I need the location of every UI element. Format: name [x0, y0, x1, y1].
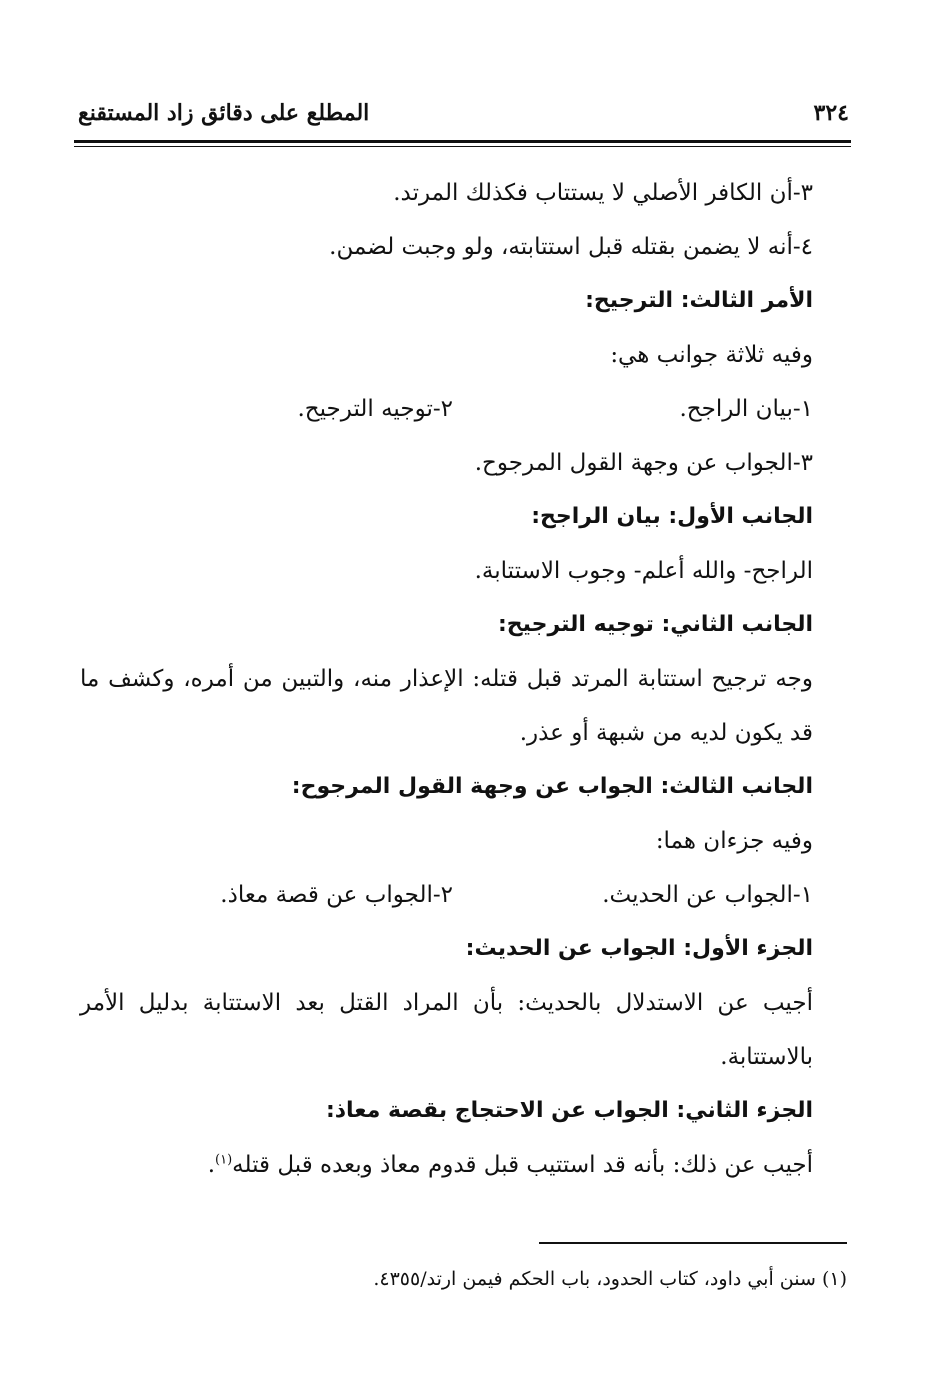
- text-line: ٣-الجواب عن وجهة القول المرجوح.: [474, 450, 813, 476]
- paragraph-end: .: [207, 1152, 216, 1178]
- list-item: ٢-الجواب عن قصة معاذ.: [220, 882, 453, 908]
- paragraph: [80, 1138, 845, 1192]
- list-row: [80, 382, 845, 436]
- footnote-reference[interactable]: (١): [215, 1152, 233, 1168]
- page-header: [78, 96, 849, 140]
- list-item: ١-الجواب عن الحديث.: [602, 882, 813, 908]
- footnote-rule: [539, 1242, 847, 1244]
- text-line: الراجح- والله أعلم- وجوب الاستتابة.: [474, 558, 813, 584]
- header-rule-thin: [74, 146, 851, 147]
- list-item: ١-بيان الراجح.: [679, 396, 813, 422]
- text-line: وفيه جزءان هما:: [655, 828, 813, 854]
- paragraph-text: أجيب عن ذلك: بأنه قد استتيب قبل قدوم معاذ وبعده قبل قتله: [232, 1152, 813, 1178]
- section-heading: الأمر الثالث: الترجيح:: [585, 288, 813, 313]
- list-item: ٢-توجيه الترجيح.: [297, 396, 453, 422]
- section-heading: الجزء الثاني: الجواب عن الاحتجاج بقصة معاذ:: [325, 1098, 813, 1123]
- text-line: ٤-أنه لا يضمن بقتله قبل استتابته، ولو وجبت لضمن.: [329, 234, 813, 260]
- page-number: ٣٢٤: [813, 100, 849, 126]
- paragraph: أجيب عن الاستدلال بالحديث: بأن المراد القتل بعد الاستتابة بدليل الأمر بالاستتابة.: [80, 990, 813, 1070]
- section-heading: الجانب الأول: بيان الراجح:: [531, 504, 813, 529]
- section-heading: الجانب الثاني: توجيه الترجيح:: [498, 612, 813, 637]
- running-title: المطلع على دقائق زاد المستقنع: [78, 100, 370, 126]
- paragraph: وجه ترجيح استتابة المرتد قبل قتله: الإعذار منه، والتبين من أمره، وكشف ما قد يكون لديه من شبهة أو عذر.: [80, 666, 813, 746]
- section-heading: الجزء الأول: الجواب عن الحديث:: [465, 936, 813, 961]
- body-text: [80, 166, 845, 1192]
- text-line: وفيه ثلاثة جوانب هي:: [610, 342, 813, 368]
- footnote: (١) سنن أبي داود، كتاب الحدود، باب الحكم فيمن ارتد/٤٣٥٥.: [373, 1268, 847, 1290]
- list-row: [80, 868, 845, 922]
- section-heading: الجانب الثالث: الجواب عن وجهة القول المرجوح:: [291, 774, 813, 799]
- header-rule-thick: [74, 140, 851, 143]
- text-line: ٣-أن الكافر الأصلي لا يستتاب فكذلك المرتد.: [393, 180, 813, 206]
